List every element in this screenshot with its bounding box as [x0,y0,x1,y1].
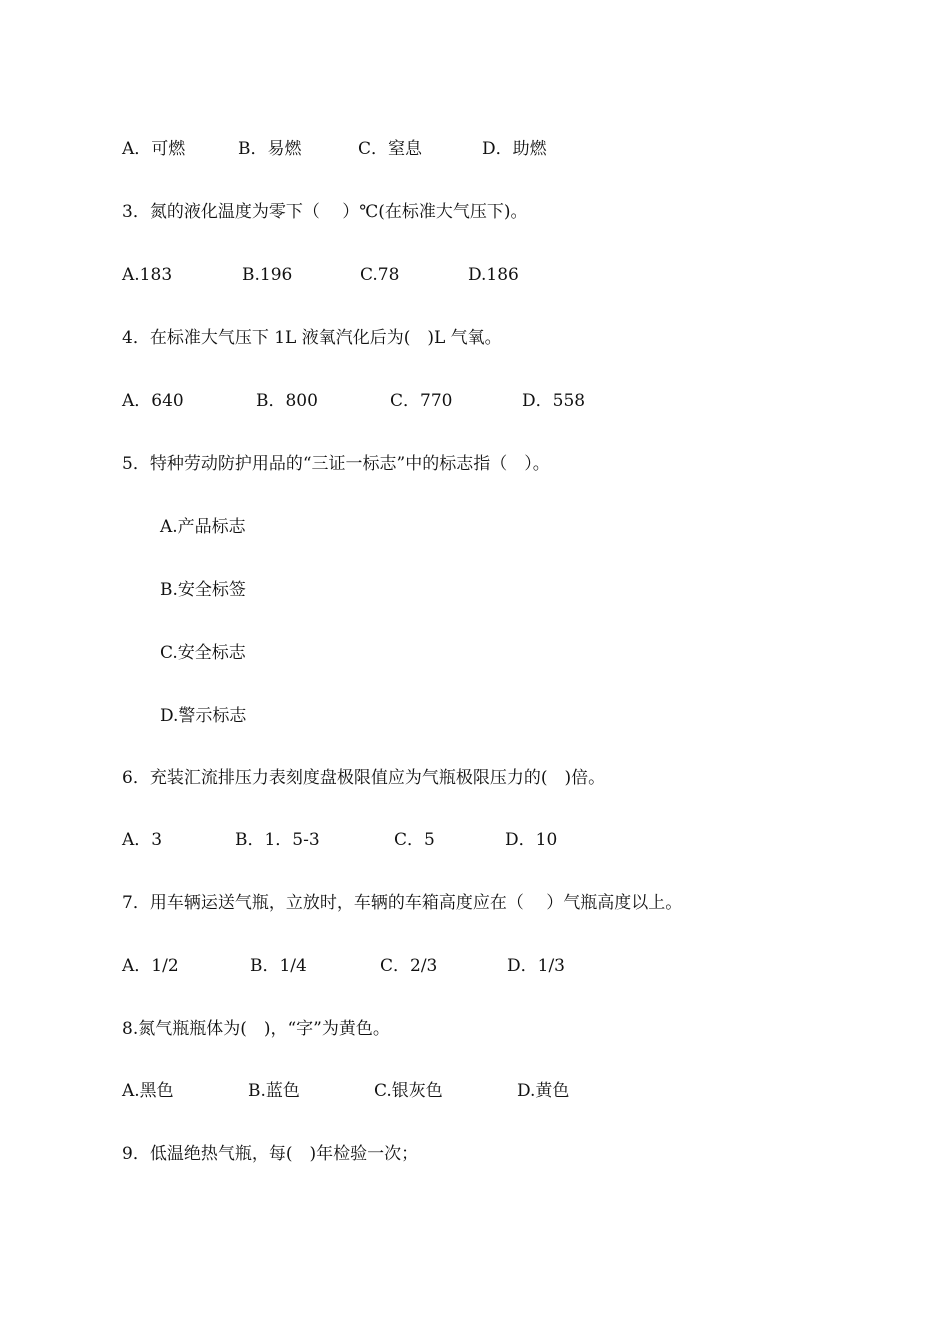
q7-option-b: B．1/4 [250,956,307,976]
q4-option-d: D．558 [522,391,586,411]
q3-option-a: A.183 [122,265,173,285]
q2-option-a: A．可燃 [122,139,186,159]
q2-option-c: C．窒息 [358,139,423,159]
q7-question: 7．用车辆运送气瓶，立放时，车辆的车箱高度应在（ ）气瓶高度以上。 [122,893,683,913]
q7-option-d: D．1/3 [507,956,565,976]
q5-option-a: A.产品标志 [160,517,246,537]
q8-option-a: A.黑色 [122,1081,174,1101]
q8-question: 8.氮气瓶瓶体为( )，“字”为黄色。 [122,1019,390,1039]
q7-option-c: C．2/3 [380,956,438,976]
q8-option-d: D.黄色 [517,1081,570,1101]
q3-option-c: C.78 [360,265,400,285]
q4-option-c: C．770 [390,391,453,411]
q6-question: 6．充装汇流排压力表刻度盘极限值应为气瓶极限压力的( )倍。 [122,768,606,788]
q6-option-b: B．1．5-3 [235,830,320,850]
q5-option-b: B.安全标签 [160,580,246,600]
q5-option-c: C.安全标志 [160,643,246,663]
q6-option-c: C．5 [394,830,435,850]
q3-option-b: B.196 [242,265,293,285]
q4-option-a: A．640 [122,391,184,411]
q2-option-b: B．易燃 [238,139,302,159]
q8-option-b: B.蓝色 [248,1081,300,1101]
q6-option-a: A．3 [122,830,163,850]
q4-option-b: B．800 [256,391,318,411]
q4-question: 4．在标准大气压下 1L 液氧汽化后为( )L 气氧。 [122,328,502,348]
q3-option-d: D.186 [468,265,519,285]
q8-option-c: C.银灰色 [374,1081,443,1101]
q3-question: 3．氮的液化温度为零下（ ）℃(在标准大气压下)。 [122,202,528,222]
q9-question: 9．低温绝热气瓶，每( )年检验一次； [122,1144,419,1164]
q6-option-d: D．10 [505,830,558,850]
q5-question: 5．特种劳动防护用品的“三证一标志”中的标志指（ ）。 [122,454,550,474]
q2-option-d: D．助燃 [482,139,547,159]
q5-option-d: D.警示标志 [160,706,247,726]
q7-option-a: A．1/2 [122,956,179,976]
